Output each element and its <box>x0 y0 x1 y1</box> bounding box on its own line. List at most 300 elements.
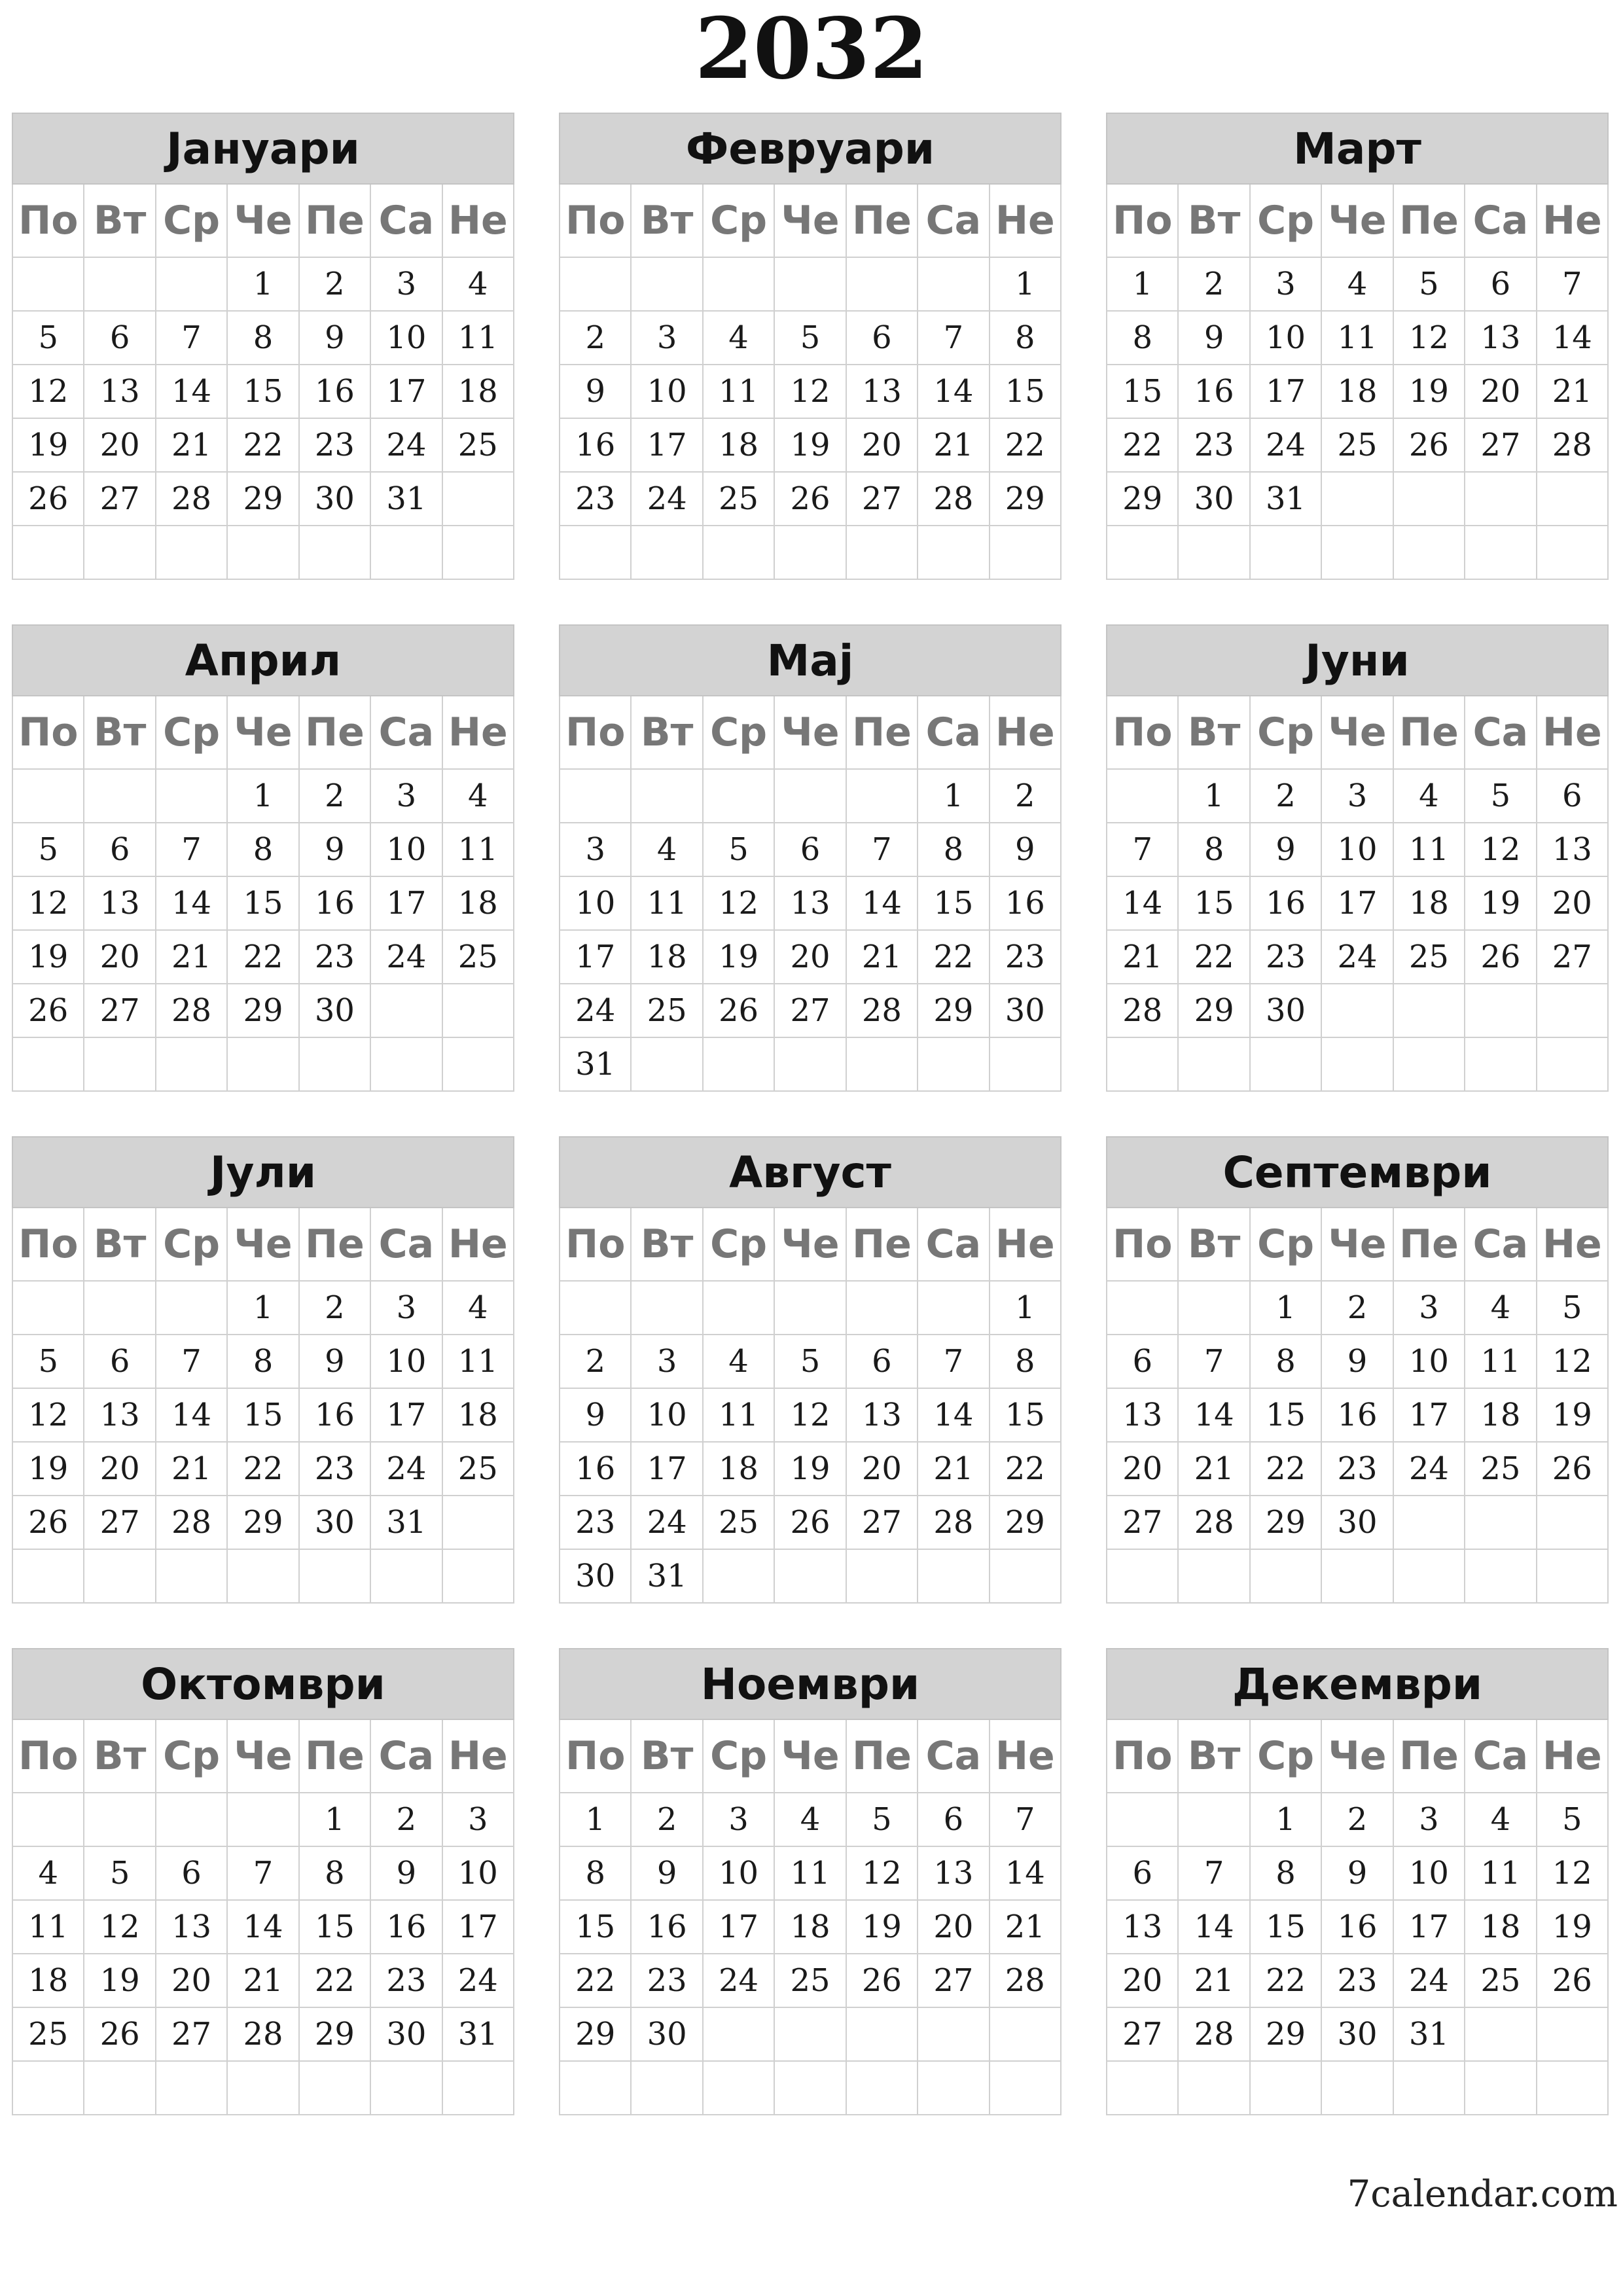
day-cell: 26 <box>847 1954 918 2008</box>
day-cell: 29 <box>1251 1496 1322 1550</box>
day-cell: 21 <box>228 1954 299 2008</box>
day-cell: 14 <box>1107 877 1179 931</box>
empty-day-cell <box>632 1038 703 1092</box>
day-cell: 30 <box>1322 2008 1393 2062</box>
day-cell: 25 <box>775 1954 846 2008</box>
day-cell: 12 <box>13 365 84 419</box>
day-cell: 13 <box>847 365 918 419</box>
empty-day-cell <box>1537 473 1609 526</box>
day-cell: 9 <box>300 312 371 365</box>
empty-day-cell <box>1537 2008 1609 2062</box>
empty-day-cell <box>560 1282 632 1335</box>
day-cell: 23 <box>560 1496 632 1550</box>
month-name: Ноември <box>559 1648 1061 1720</box>
day-cell: 1 <box>1179 770 1250 823</box>
day-cell: 13 <box>918 1847 990 1901</box>
day-cell: 21 <box>1107 931 1179 984</box>
empty-day-cell <box>847 2008 918 2062</box>
day-cell: 15 <box>1251 1901 1322 1954</box>
empty-day-cell <box>918 1550 990 1604</box>
day-cell: 18 <box>775 1901 846 1954</box>
weekday-label: Вт <box>632 1208 703 1282</box>
empty-day-cell <box>1322 2062 1393 2115</box>
weekday-label: Вт <box>1179 1720 1250 1793</box>
empty-day-cell <box>443 526 514 580</box>
empty-day-cell <box>371 984 442 1038</box>
day-cell: 19 <box>13 1443 84 1496</box>
day-cell: 3 <box>704 1793 775 1847</box>
empty-day-cell <box>443 2062 514 2115</box>
day-cell: 22 <box>1107 419 1179 473</box>
weekday-label: Ср <box>704 696 775 770</box>
day-cell: 17 <box>371 877 442 931</box>
day-cell: 25 <box>1465 1443 1537 1496</box>
day-cell: 1 <box>1251 1282 1322 1335</box>
weekday-label: Не <box>990 1720 1061 1793</box>
weekday-label: Са <box>1465 185 1537 258</box>
month-block <box>559 1648 1061 2117</box>
day-cell: 19 <box>1537 1901 1609 1954</box>
day-cell: 28 <box>918 1496 990 1550</box>
empty-day-cell <box>632 2062 703 2115</box>
empty-day-cell <box>156 1793 228 1847</box>
empty-day-cell <box>1394 2062 1465 2115</box>
empty-day-cell <box>704 1550 775 1604</box>
day-cell: 4 <box>1394 770 1465 823</box>
empty-day-cell <box>156 2062 228 2115</box>
empty-day-cell <box>1537 1550 1609 1604</box>
day-cell: 1 <box>918 770 990 823</box>
empty-day-cell <box>847 2062 918 2115</box>
month-name: Април <box>12 624 514 696</box>
day-cell: 11 <box>632 877 703 931</box>
day-cell: 26 <box>13 473 84 526</box>
day-cell: 18 <box>443 1389 514 1443</box>
weekday-label: Ср <box>156 185 228 258</box>
day-cell: 5 <box>1537 1793 1609 1847</box>
day-cell: 12 <box>1537 1847 1609 1901</box>
day-cell: 19 <box>1465 877 1537 931</box>
day-cell: 25 <box>443 419 514 473</box>
day-cell: 7 <box>156 823 228 877</box>
day-cell: 17 <box>1251 365 1322 419</box>
weekday-label: Не <box>990 696 1061 770</box>
weekday-label: Ср <box>1251 185 1322 258</box>
day-cell: 1 <box>228 1282 299 1335</box>
day-cell: 4 <box>1465 1282 1537 1335</box>
empty-day-cell <box>1322 1550 1393 1604</box>
day-cell: 11 <box>1465 1847 1537 1901</box>
empty-day-cell <box>84 1282 156 1335</box>
weekday-label: Са <box>371 1208 442 1282</box>
day-cell: 3 <box>632 312 703 365</box>
day-cell: 10 <box>443 1847 514 1901</box>
month-days-grid <box>1106 1208 1609 1604</box>
day-cell: 27 <box>1465 419 1537 473</box>
empty-day-cell <box>13 526 84 580</box>
day-cell: 22 <box>918 931 990 984</box>
day-cell: 7 <box>156 1335 228 1389</box>
weekday-label: Са <box>918 1720 990 1793</box>
day-cell: 31 <box>560 1038 632 1092</box>
day-cell: 22 <box>300 1954 371 2008</box>
empty-day-cell <box>13 1793 84 1847</box>
day-cell: 22 <box>1251 1443 1322 1496</box>
month-days-grid <box>559 185 1061 580</box>
day-cell: 8 <box>228 312 299 365</box>
month-days-grid <box>12 696 514 1092</box>
day-cell: 24 <box>632 473 703 526</box>
day-cell: 31 <box>371 1496 442 1550</box>
weekday-label: По <box>560 1720 632 1793</box>
day-cell: 26 <box>84 2008 156 2062</box>
day-cell: 2 <box>1322 1282 1393 1335</box>
month-name: Мај <box>559 624 1061 696</box>
day-cell: 10 <box>1251 312 1322 365</box>
empty-day-cell <box>1465 473 1537 526</box>
weekday-label: Че <box>1322 185 1393 258</box>
empty-day-cell <box>371 526 442 580</box>
day-cell: 1 <box>1251 1793 1322 1847</box>
day-cell: 1 <box>228 258 299 312</box>
empty-day-cell <box>1537 984 1609 1038</box>
day-cell: 10 <box>560 877 632 931</box>
weekday-label: Ср <box>1251 1720 1322 1793</box>
day-cell: 22 <box>1251 1954 1322 2008</box>
empty-day-cell <box>918 526 990 580</box>
day-cell: 4 <box>443 770 514 823</box>
day-cell: 6 <box>156 1847 228 1901</box>
day-cell: 12 <box>13 1389 84 1443</box>
empty-day-cell <box>13 1550 84 1604</box>
weekday-label: Пе <box>300 185 371 258</box>
day-cell: 16 <box>300 365 371 419</box>
day-cell: 3 <box>371 770 442 823</box>
empty-day-cell <box>1394 526 1465 580</box>
weekday-label: Не <box>990 185 1061 258</box>
day-cell: 12 <box>1537 1335 1609 1389</box>
empty-day-cell <box>632 526 703 580</box>
day-cell: 27 <box>847 1496 918 1550</box>
weekday-label: Че <box>775 185 846 258</box>
day-cell: 22 <box>560 1954 632 2008</box>
day-cell: 11 <box>704 1389 775 1443</box>
empty-day-cell <box>1251 1550 1322 1604</box>
day-cell: 30 <box>1251 984 1322 1038</box>
day-cell: 8 <box>1107 312 1179 365</box>
empty-day-cell <box>918 2062 990 2115</box>
day-cell: 23 <box>560 473 632 526</box>
month-days-grid <box>1106 185 1609 580</box>
weekday-label: Не <box>1537 1208 1609 1282</box>
day-cell: 28 <box>156 984 228 1038</box>
day-cell: 23 <box>990 931 1061 984</box>
day-cell: 3 <box>371 258 442 312</box>
day-cell: 4 <box>443 1282 514 1335</box>
weekday-label: Вт <box>1179 185 1250 258</box>
day-cell: 13 <box>1107 1901 1179 1954</box>
weekday-label: Ср <box>1251 696 1322 770</box>
day-cell: 10 <box>632 365 703 419</box>
day-cell: 9 <box>560 365 632 419</box>
empty-day-cell <box>1537 1038 1609 1092</box>
day-cell: 19 <box>704 931 775 984</box>
month-name: Март <box>1106 113 1609 185</box>
day-cell: 20 <box>84 931 156 984</box>
day-cell: 17 <box>443 1901 514 1954</box>
day-cell: 29 <box>560 2008 632 2062</box>
day-cell: 6 <box>1465 258 1537 312</box>
empty-day-cell <box>1251 2062 1322 2115</box>
day-cell: 15 <box>560 1901 632 1954</box>
empty-day-cell <box>1465 1550 1537 1604</box>
day-cell: 13 <box>847 1389 918 1443</box>
weekday-label: По <box>560 1208 632 1282</box>
day-cell: 5 <box>847 1793 918 1847</box>
empty-day-cell <box>1465 984 1537 1038</box>
empty-day-cell <box>1465 2008 1537 2062</box>
day-cell: 20 <box>918 1901 990 1954</box>
weekday-label: Че <box>1322 1208 1393 1282</box>
day-cell: 5 <box>13 823 84 877</box>
day-cell: 10 <box>371 823 442 877</box>
day-cell: 11 <box>1465 1335 1537 1389</box>
weekday-label: Вт <box>84 1208 156 1282</box>
empty-day-cell <box>1179 1793 1250 1847</box>
day-cell: 25 <box>704 1496 775 1550</box>
day-cell: 3 <box>560 823 632 877</box>
empty-day-cell <box>775 1038 846 1092</box>
month-block <box>12 1648 514 2117</box>
empty-day-cell <box>443 1496 514 1550</box>
day-cell: 30 <box>1322 1496 1393 1550</box>
day-cell: 20 <box>1107 1954 1179 2008</box>
day-cell: 6 <box>775 823 846 877</box>
weekday-label: Са <box>371 696 442 770</box>
empty-day-cell <box>632 258 703 312</box>
day-cell: 25 <box>704 473 775 526</box>
weekday-label: Не <box>1537 696 1609 770</box>
month-block <box>1106 113 1609 581</box>
day-cell: 27 <box>84 984 156 1038</box>
day-cell: 22 <box>990 419 1061 473</box>
empty-day-cell <box>371 1038 442 1092</box>
month-name: Август <box>559 1136 1061 1208</box>
empty-day-cell <box>1251 1038 1322 1092</box>
weekday-label: Че <box>775 696 846 770</box>
month-days-grid <box>559 696 1061 1092</box>
weekday-label: Ср <box>704 185 775 258</box>
month-days-grid <box>1106 696 1609 1092</box>
empty-day-cell <box>847 1550 918 1604</box>
weekday-label: Пе <box>300 696 371 770</box>
empty-day-cell <box>1107 1550 1179 1604</box>
weekday-label: По <box>560 696 632 770</box>
empty-day-cell <box>1107 770 1179 823</box>
empty-day-cell <box>228 526 299 580</box>
day-cell: 2 <box>990 770 1061 823</box>
day-cell: 5 <box>13 312 84 365</box>
day-cell: 21 <box>847 931 918 984</box>
day-cell: 5 <box>13 1335 84 1389</box>
day-cell: 21 <box>156 419 228 473</box>
day-cell: 19 <box>1537 1389 1609 1443</box>
day-cell: 19 <box>1394 365 1465 419</box>
day-cell: 16 <box>300 877 371 931</box>
month-days-grid <box>12 1720 514 2115</box>
day-cell: 13 <box>156 1901 228 1954</box>
day-cell: 15 <box>1251 1389 1322 1443</box>
day-cell: 25 <box>632 984 703 1038</box>
day-cell: 7 <box>1107 823 1179 877</box>
weekday-label: Че <box>228 1208 299 1282</box>
day-cell: 8 <box>1179 823 1250 877</box>
empty-day-cell <box>1322 984 1393 1038</box>
day-cell: 23 <box>300 1443 371 1496</box>
day-cell: 12 <box>13 877 84 931</box>
empty-day-cell <box>84 770 156 823</box>
day-cell: 21 <box>918 419 990 473</box>
empty-day-cell <box>1537 2062 1609 2115</box>
day-cell: 11 <box>1394 823 1465 877</box>
weekday-label: Пе <box>1394 1720 1465 1793</box>
weekday-label: По <box>560 185 632 258</box>
day-cell: 16 <box>371 1901 442 1954</box>
day-cell: 29 <box>228 984 299 1038</box>
weekday-label: Вт <box>84 1720 156 1793</box>
empty-day-cell <box>156 1282 228 1335</box>
day-cell: 25 <box>1394 931 1465 984</box>
day-cell: 6 <box>84 823 156 877</box>
day-cell: 11 <box>13 1901 84 1954</box>
day-cell: 31 <box>371 473 442 526</box>
empty-day-cell <box>632 770 703 823</box>
month-days-grid <box>1106 1720 1609 2115</box>
day-cell: 29 <box>918 984 990 1038</box>
day-cell: 20 <box>84 419 156 473</box>
day-cell: 2 <box>1251 770 1322 823</box>
day-cell: 30 <box>300 473 371 526</box>
day-cell: 26 <box>704 984 775 1038</box>
empty-day-cell <box>775 1550 846 1604</box>
day-cell: 2 <box>632 1793 703 1847</box>
day-cell: 15 <box>228 1389 299 1443</box>
weekday-label: Са <box>918 1208 990 1282</box>
month-name: Февруари <box>559 113 1061 185</box>
day-cell: 29 <box>1107 473 1179 526</box>
day-cell: 1 <box>560 1793 632 1847</box>
empty-day-cell <box>775 2062 846 2115</box>
day-cell: 28 <box>1107 984 1179 1038</box>
day-cell: 24 <box>1251 419 1322 473</box>
empty-day-cell <box>1465 526 1537 580</box>
day-cell: 13 <box>775 877 846 931</box>
day-cell: 11 <box>443 312 514 365</box>
day-cell: 3 <box>443 1793 514 1847</box>
empty-day-cell <box>1107 1282 1179 1335</box>
day-cell: 7 <box>1179 1847 1250 1901</box>
day-cell: 19 <box>84 1954 156 2008</box>
day-cell: 16 <box>1251 877 1322 931</box>
empty-day-cell <box>1179 2062 1250 2115</box>
day-cell: 12 <box>847 1847 918 1901</box>
day-cell: 23 <box>1322 1954 1393 2008</box>
day-cell: 25 <box>1465 1954 1537 2008</box>
weekday-label: Не <box>443 1208 514 1282</box>
empty-day-cell <box>847 1282 918 1335</box>
weekday-label: Са <box>371 1720 442 1793</box>
empty-day-cell <box>228 1793 299 1847</box>
empty-day-cell <box>1537 1496 1609 1550</box>
weekday-label: Са <box>1465 696 1537 770</box>
weekday-label: Пе <box>300 1208 371 1282</box>
empty-day-cell <box>1394 1038 1465 1092</box>
day-cell: 21 <box>156 1443 228 1496</box>
weekday-label: Не <box>1537 1720 1609 1793</box>
day-cell: 28 <box>156 1496 228 1550</box>
footer-link[interactable]: 7calendar.com <box>1347 2173 1618 2215</box>
day-cell: 26 <box>775 473 846 526</box>
day-cell: 21 <box>156 931 228 984</box>
day-cell: 28 <box>1537 419 1609 473</box>
day-cell: 20 <box>84 1443 156 1496</box>
empty-day-cell <box>84 1793 156 1847</box>
day-cell: 27 <box>847 473 918 526</box>
weekday-label: Са <box>1465 1720 1537 1793</box>
day-cell: 5 <box>775 312 846 365</box>
empty-day-cell <box>1107 1038 1179 1092</box>
day-cell: 21 <box>990 1901 1061 1954</box>
day-cell: 14 <box>156 365 228 419</box>
empty-day-cell <box>560 770 632 823</box>
day-cell: 30 <box>632 2008 703 2062</box>
day-cell: 9 <box>1179 312 1250 365</box>
empty-day-cell <box>1465 2062 1537 2115</box>
day-cell: 24 <box>371 931 442 984</box>
empty-day-cell <box>990 526 1061 580</box>
day-cell: 14 <box>1179 1389 1250 1443</box>
weekday-label: Са <box>371 185 442 258</box>
day-cell: 18 <box>632 931 703 984</box>
day-cell: 4 <box>1465 1793 1537 1847</box>
day-cell: 20 <box>1107 1443 1179 1496</box>
day-cell: 13 <box>84 877 156 931</box>
day-cell: 27 <box>1107 1496 1179 1550</box>
day-cell: 28 <box>1179 2008 1250 2062</box>
day-cell: 29 <box>228 1496 299 1550</box>
empty-day-cell <box>156 1550 228 1604</box>
month-days-grid <box>559 1720 1061 2115</box>
day-cell: 3 <box>371 1282 442 1335</box>
empty-day-cell <box>1179 1038 1250 1092</box>
day-cell: 2 <box>300 258 371 312</box>
day-cell: 9 <box>300 1335 371 1389</box>
day-cell: 23 <box>1179 419 1250 473</box>
day-cell: 29 <box>300 2008 371 2062</box>
day-cell: 10 <box>704 1847 775 1901</box>
day-cell: 17 <box>371 365 442 419</box>
day-cell: 17 <box>1394 1389 1465 1443</box>
empty-day-cell <box>1107 1793 1179 1847</box>
day-cell: 28 <box>228 2008 299 2062</box>
empty-day-cell <box>918 1038 990 1092</box>
empty-day-cell <box>1394 1550 1465 1604</box>
empty-day-cell <box>371 2062 442 2115</box>
weekday-label: Пе <box>847 1720 918 1793</box>
day-cell: 7 <box>1179 1335 1250 1389</box>
day-cell: 6 <box>84 312 156 365</box>
month-days-grid <box>12 185 514 580</box>
